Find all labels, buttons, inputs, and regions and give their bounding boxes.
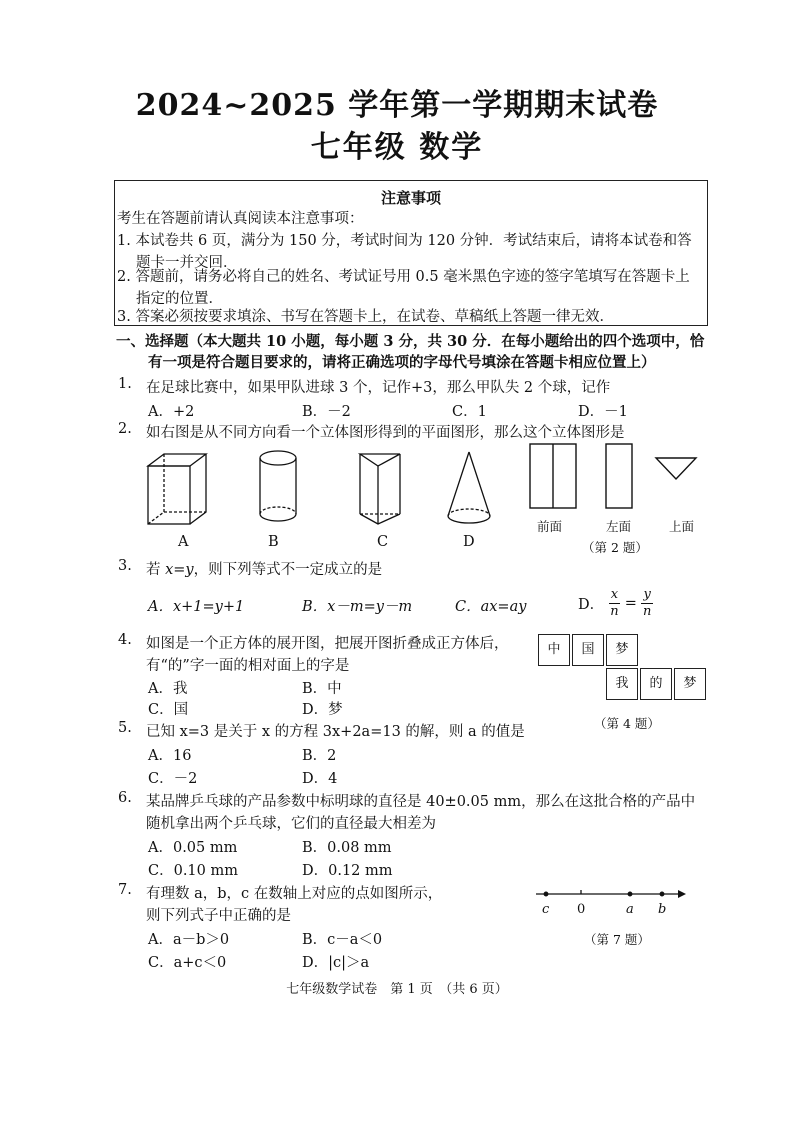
- q2-label-b: B: [268, 534, 279, 550]
- q7-stem-line2: 则下列式子中正确的是: [146, 908, 291, 924]
- q6-option-b: B．0.08 mm: [302, 840, 392, 856]
- q4-net-cell: 我: [606, 668, 638, 700]
- q4-net-cell: 梦: [674, 668, 706, 700]
- q4-net-cell: 梦: [606, 634, 638, 666]
- q3-number: 3.: [118, 558, 132, 574]
- exam-title: 2024~2025 学年第一学期期末试卷: [135, 88, 659, 123]
- q5-number: 5.: [118, 720, 132, 736]
- q2-caption: （第 2 题）: [582, 540, 648, 555]
- q2-front-view: [528, 442, 578, 510]
- notice-intro: 考生在答题前请认真阅读本注意事项：: [117, 211, 364, 227]
- q6-number: 6.: [118, 790, 132, 806]
- notice-title: 注意事项: [380, 189, 441, 207]
- q1-option-c: C．1: [452, 404, 487, 420]
- q5-stem: 已知 x=3 是关于 x 的方程 3x+2a=13 的解，则 a 的值是: [146, 724, 525, 740]
- q7-option-c: C．a+c＜0: [148, 955, 227, 971]
- q3-option-a: A．x+1=y+1: [148, 599, 245, 615]
- q4-option-c: C．国: [148, 702, 189, 718]
- q5-option-d: D．4: [302, 771, 338, 787]
- notice-item-2a: 2. 答题前，请务必将自己的姓名、考试证号用 0.5 毫米黑色字迹的签字笔填写在答题卡上: [117, 269, 690, 285]
- notice-item-2b: 指定的位置．: [136, 291, 223, 307]
- q2-figure-b-cylinder: [254, 448, 302, 528]
- q2-left-view-label: 左面: [606, 519, 632, 534]
- q7-axis-label-a: a: [626, 902, 634, 917]
- q7-option-d: D．|c|＞a: [302, 955, 370, 971]
- q4-number: 4.: [118, 632, 132, 648]
- q2-front-view-label: 前面: [537, 519, 563, 534]
- q6-option-d: D．0.12 mm: [302, 863, 393, 879]
- q2-label-c: C: [377, 534, 389, 550]
- q5-option-a: A．16: [148, 748, 192, 764]
- q4-option-a: A．我: [148, 681, 188, 697]
- q3-option-c: C．ax=ay: [455, 599, 527, 615]
- page-footer: 七年级数学试卷 第 1 页 （共 6 页）: [286, 982, 508, 997]
- q6-stem-line1: 某品牌乒乓球的产品参数中标明球的直径是 40±0.05 mm，那么在这批合格的产品中: [146, 794, 696, 810]
- q4-cube-net: [538, 634, 710, 702]
- q7-number: 7.: [118, 882, 132, 898]
- q6-stem-line2: 随机拿出两个乒乓球，它们的直径最大相差为: [146, 816, 436, 832]
- q5-option-c: C．－2: [148, 771, 198, 787]
- q7-stem-line1: 有理数 a，b，c 在数轴上对应的点如图所示，: [146, 886, 443, 902]
- q4-net-cell: 的: [640, 668, 672, 700]
- q2-top-view: [654, 455, 698, 483]
- q2-figure-a-cuboid: [140, 448, 212, 528]
- q2-top-view-label: 上面: [669, 519, 695, 534]
- q4-option-b: B．中: [302, 681, 342, 697]
- q2-figure-d-cone: [444, 448, 494, 528]
- q1-number: 1.: [118, 376, 132, 392]
- q5-option-b: B．2: [302, 748, 337, 764]
- q4-net-cell: 国: [572, 634, 604, 666]
- q1-option-d: D．－1: [578, 404, 628, 420]
- exam-subtitle: 七年级 数学: [310, 130, 484, 165]
- q2-left-view: [604, 442, 634, 510]
- q4-net-cell: 中: [538, 634, 570, 666]
- q7-axis-label-0: 0: [577, 902, 586, 917]
- q4-stem-line2: 有“的”字一面的相对面上的字是: [146, 658, 350, 674]
- q1-option-b: B．－2: [302, 404, 351, 420]
- q7-caption: （第 7 题）: [584, 932, 650, 947]
- q3-option-b: B．x－m=y－m: [302, 599, 413, 615]
- q3-option-d: D． $\frac{x}{n}$ = $\frac{y}{n}$: [578, 587, 652, 619]
- notice-item-3: 3. 答案必须按要求填涂、书写在答题卡上，在试卷、草稿纸上答题一律无效．: [117, 309, 614, 325]
- notice-item-1b: 题卡一并交回．: [136, 255, 238, 271]
- q1-option-a: A．+2: [148, 404, 195, 420]
- q6-option-c: C．0.10 mm: [148, 863, 238, 879]
- section1-line1: 一、选择题（本大题共 10 小题，每小题 3 分，共 30 分．在每小题给出的四个选项中，恰: [116, 333, 705, 350]
- q7-axis-label-b: b: [658, 902, 667, 917]
- q2-label-d: D: [463, 534, 475, 550]
- q3-stem: 若 x=y，则下列等式不一定成立的是: [146, 562, 383, 578]
- q2-figure-c-prism: [356, 448, 404, 528]
- q2-number: 2.: [118, 421, 132, 437]
- q6-option-a: A．0.05 mm: [148, 840, 238, 856]
- section1-line2: 有一项是符合题目要求的，请将正确选项的字母代号填涂在答题卡相应位置上）: [148, 354, 656, 371]
- notice-item-1a: 1. 本试卷共 6 页，满分为 150 分，考试时间为 120 分钟．考试结束后，请将本试卷和答: [117, 233, 692, 249]
- q7-option-b: B．c－a＜0: [302, 932, 383, 948]
- q7-number-line: [532, 884, 688, 920]
- q2-label-a: A: [178, 534, 189, 550]
- q4-stem-line1: 如图是一个正方体的展开图，把展开图折叠成正方体后，: [146, 636, 509, 652]
- q2-stem: 如右图是从不同方向看一个立体图形得到的平面图形，那么这个立体图形是: [146, 425, 625, 441]
- q4-option-d: D．梦: [302, 702, 343, 718]
- q7-option-a: A．a－b＞0: [148, 932, 230, 948]
- q7-axis-label-c: c: [542, 902, 550, 917]
- q4-caption: （第 4 题）: [594, 716, 660, 731]
- q1-stem: 在足球比赛中，如果甲队进球 3 个，记作+3，那么甲队失 2 个球，记作: [146, 380, 611, 396]
